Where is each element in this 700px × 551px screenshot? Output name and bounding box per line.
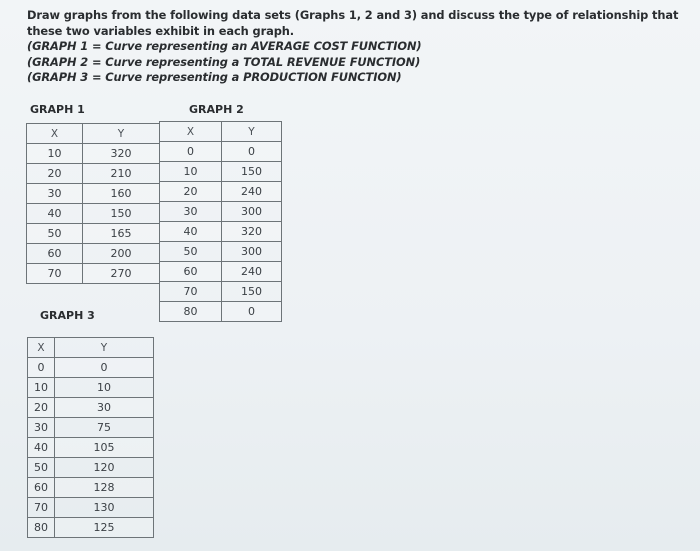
table-row — [27, 184, 160, 204]
graph3-table-body — [28, 338, 154, 538]
y-value-cell: 300 — [222, 242, 282, 262]
graph2-title: GRAPH 2 — [189, 103, 244, 116]
table-row — [28, 518, 154, 538]
y-value-cell: 120 — [55, 458, 154, 478]
table-row — [27, 224, 160, 244]
x-value-cell: 80 — [160, 302, 222, 322]
x-value-cell: 30 — [27, 184, 83, 204]
y-value-cell: 30 — [55, 398, 154, 418]
x-value-cell: 50 — [160, 242, 222, 262]
y-column-header: Y — [83, 124, 160, 144]
x-value-cell: 20 — [160, 182, 222, 202]
x-value-cell: 10 — [27, 144, 83, 164]
table-row — [28, 478, 154, 498]
table-row — [160, 222, 282, 242]
graph1-table-body — [27, 124, 160, 284]
problem-statement — [27, 8, 692, 86]
y-value-cell: 240 — [222, 182, 282, 202]
y-value-cell: 320 — [83, 144, 160, 164]
y-value-cell: 270 — [83, 264, 160, 284]
x-value-cell: 70 — [27, 264, 83, 284]
y-value-cell: 0 — [55, 358, 154, 378]
table-row — [28, 438, 154, 458]
graph2-table-body — [160, 122, 282, 322]
x-value-cell: 60 — [160, 262, 222, 282]
table-row — [28, 458, 154, 478]
y-value-cell: 10 — [55, 378, 154, 398]
table-row — [160, 182, 282, 202]
table-row — [160, 242, 282, 262]
x-value-cell: 50 — [27, 224, 83, 244]
table-header-row — [28, 338, 154, 358]
table-row — [28, 358, 154, 378]
y-value-cell: 150 — [83, 204, 160, 224]
x-column-header: X — [160, 122, 222, 142]
table-row — [160, 162, 282, 182]
y-value-cell: 0 — [222, 302, 282, 322]
table-header-row — [160, 122, 282, 142]
y-value-cell: 200 — [83, 244, 160, 264]
x-value-cell: 70 — [28, 498, 55, 518]
table-row — [28, 498, 154, 518]
table-header-row — [27, 124, 160, 144]
x-value-cell: 40 — [160, 222, 222, 242]
x-column-header: X — [28, 338, 55, 358]
x-value-cell: 20 — [28, 398, 55, 418]
y-value-cell: 128 — [55, 478, 154, 498]
instruction-line-2: these two variables exhibit in each graph. — [27, 23, 294, 38]
y-column-header: Y — [55, 338, 154, 358]
table-row — [160, 282, 282, 302]
graph2-table — [159, 121, 282, 322]
x-value-cell: 40 — [28, 438, 55, 458]
y-value-cell: 165 — [83, 224, 160, 244]
graph1-title: GRAPH 1 — [30, 103, 85, 116]
x-value-cell: 60 — [28, 478, 55, 498]
y-value-cell: 160 — [83, 184, 160, 204]
x-value-cell: 10 — [28, 378, 55, 398]
x-value-cell: 40 — [27, 204, 83, 224]
table-row — [160, 202, 282, 222]
table-row — [28, 418, 154, 438]
y-value-cell: 150 — [222, 162, 282, 182]
x-value-cell: 0 — [160, 142, 222, 162]
graph3-title: GRAPH 3 — [40, 309, 95, 322]
graph1-table — [26, 123, 160, 284]
y-value-cell: 125 — [55, 518, 154, 538]
x-value-cell: 30 — [160, 202, 222, 222]
table-row — [27, 144, 160, 164]
x-column-header: X — [27, 124, 83, 144]
table-row — [27, 244, 160, 264]
y-value-cell: 210 — [83, 164, 160, 184]
graph2-description: (GRAPH 2 = Curve representing a TOTAL REVENUE FUNCTION) — [27, 54, 421, 69]
y-value-cell: 0 — [222, 142, 282, 162]
y-value-cell: 240 — [222, 262, 282, 282]
x-value-cell: 10 — [160, 162, 222, 182]
table-row — [27, 204, 160, 224]
y-value-cell: 75 — [55, 418, 154, 438]
y-value-cell: 105 — [55, 438, 154, 458]
table-row — [160, 142, 282, 162]
table-row — [28, 378, 154, 398]
y-value-cell: 130 — [55, 498, 154, 518]
table-row — [27, 264, 160, 284]
graph3-table — [27, 337, 154, 538]
y-value-cell: 320 — [222, 222, 282, 242]
table-row — [27, 164, 160, 184]
x-value-cell: 20 — [27, 164, 83, 184]
y-value-cell: 150 — [222, 282, 282, 302]
table-row — [160, 302, 282, 322]
y-value-cell: 300 — [222, 202, 282, 222]
x-value-cell: 0 — [28, 358, 55, 378]
x-value-cell: 30 — [28, 418, 55, 438]
y-column-header: Y — [222, 122, 282, 142]
graph1-description: (GRAPH 1 = Curve representing an AVERAGE COST FUNCTION) — [27, 39, 422, 53]
instruction-line-1: Draw graphs from the following data sets (Graphs 1, 2 and 3) and discuss the type of relationship that — [27, 8, 679, 22]
x-value-cell: 70 — [160, 282, 222, 302]
graph3-description: (GRAPH 3 = Curve representing a PRODUCTION FUNCTION) — [27, 70, 402, 84]
x-value-cell: 50 — [28, 458, 55, 478]
table-row — [28, 398, 154, 418]
table-row — [160, 262, 282, 282]
x-value-cell: 80 — [28, 518, 55, 538]
x-value-cell: 60 — [27, 244, 83, 264]
